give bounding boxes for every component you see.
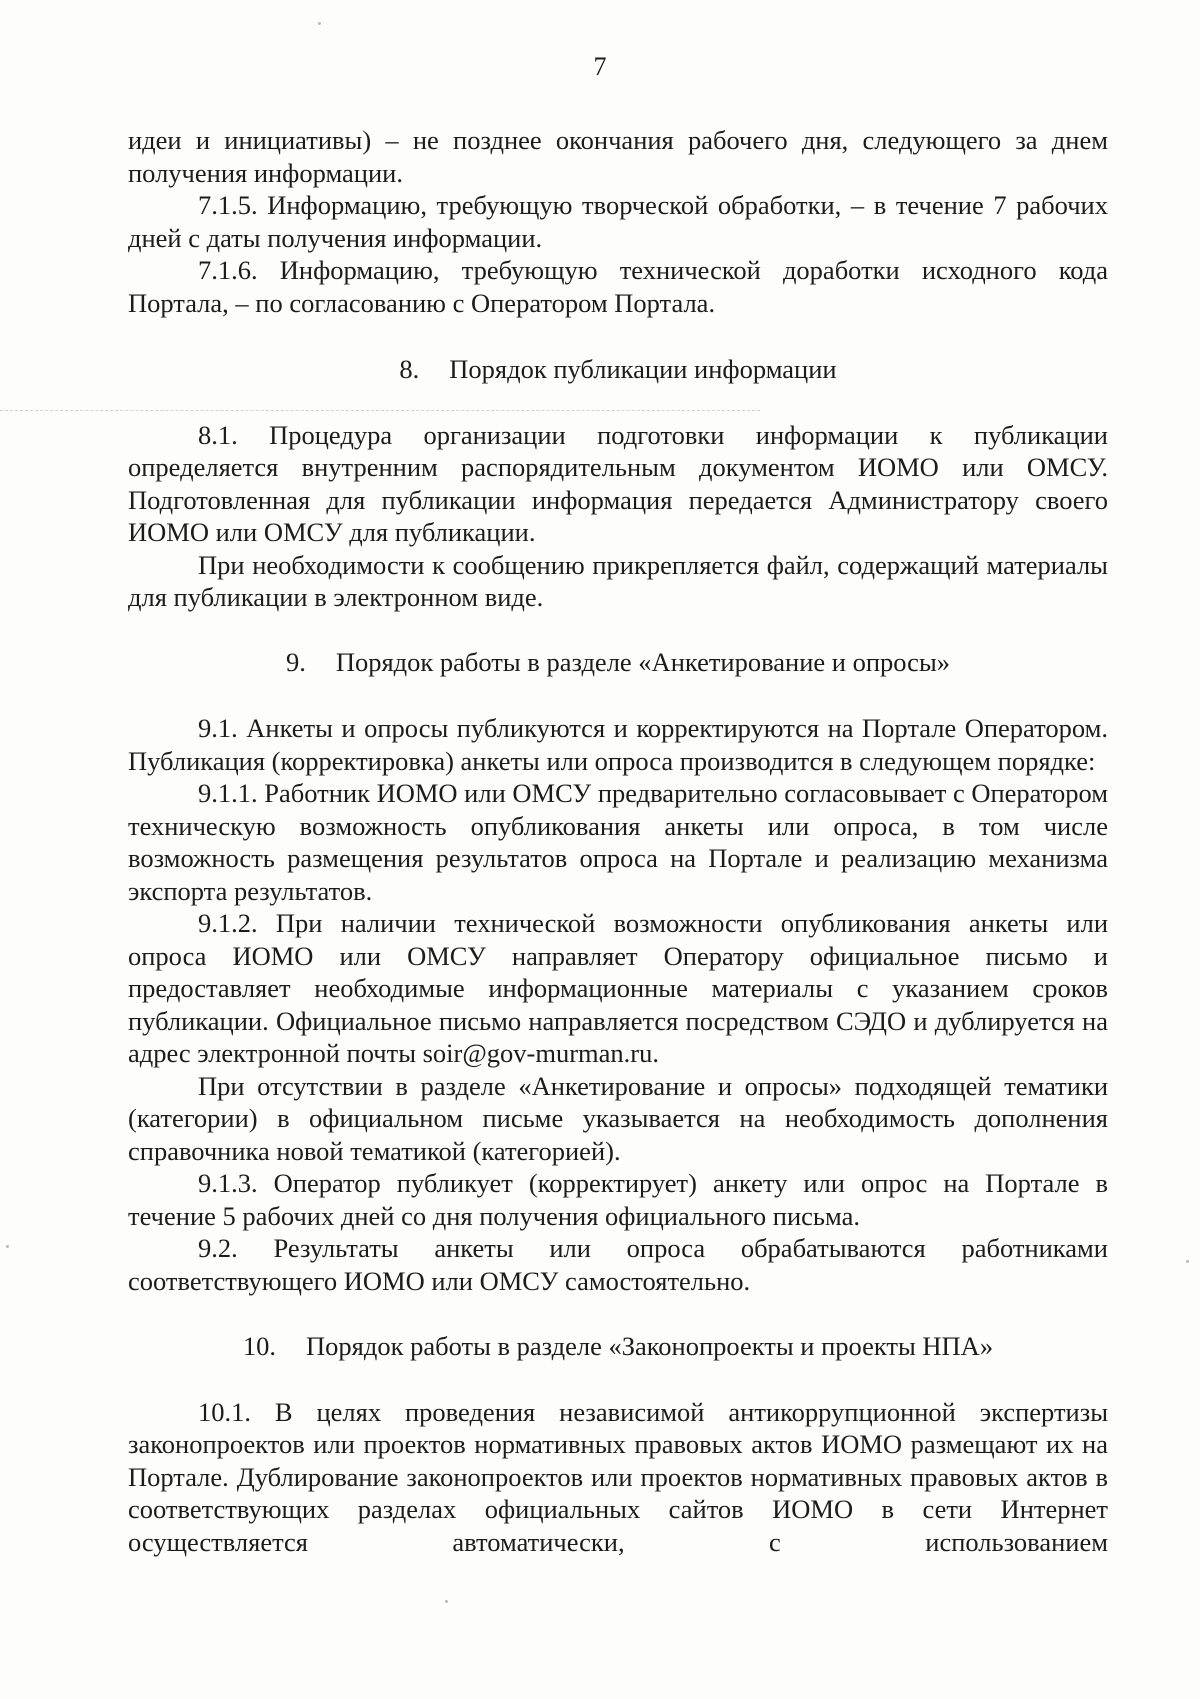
paragraph: При необходимости к сообщению прикрепляется файл, содержащий материалы для публикации в электронном виде. [128,549,1108,612]
scan-artifact-dot [1186,1260,1189,1263]
paragraph: идеи и инициативы) – не позднее окончания рабочего дня, следующего за днем получения информации. [128,125,1108,188]
section-title: Порядок работы в разделе «Законопроекты и проекты НПА» [306,1331,994,1361]
scan-artifact-dot [445,1600,448,1603]
scan-artifact-dot [6,1245,9,1248]
paragraph: 9.1.2. При наличии технической возможности опубликования анкеты или опроса ИОМО или ОМСУ направляет Оператору официальное письмо и предоставляет необходимые информационные материалы с указанием сроков публикации. Официальное письмо направляется посредством СЭДО и дублируется на адрес электронной почты soir@gov-murman.ru. [128,908,1108,1068]
paragraph: 10.1. В целях проведения независимой антикоррупционной экспертизы законопроектов или проектов нормативных правовых актов ИОМО размещают их на Портале. Дублирование законопроектов или проектов нормативных правовых актов в соответствующих разделах официальных сайтов ИОМО в сети Интернет осуществляется автоматически, с использованием [128,1396,1108,1557]
section-number: 10. [242,1331,277,1361]
paragraph: 9.1.1. Работник ИОМО или ОМСУ предварительно согласовывает с Оператором техническую возможность опубликования анкеты или опроса, в том числе возможность размещения результатов опроса на Портале и реализацию механизма экспорта результатов. [128,778,1108,906]
paragraph: 9.1. Анкеты и опросы публикуются и корректируются на Портале Оператором. Публикация (корректировка) анкеты или опроса производится в следующем порядке: [128,713,1108,776]
document-body [128,124,1108,1558]
paragraph: 9.2. Результаты анкеты или опроса обрабатываются работниками соответствующего ИОМО или ОМСУ самостоятельно. [128,1233,1108,1296]
section-title: Порядок работы в разделе «Анкетирование и опросы» [335,646,951,677]
section-number: 9. [285,646,306,677]
section-title: Порядок публикации информации [449,354,837,384]
section-heading [128,646,1108,679]
paragraph: 7.1.5. Информацию, требующую творческой обработки, – в течение 7 рабочих дней с даты получения информации. [128,190,1108,253]
section-heading [128,353,1108,386]
page-number: 7 [593,52,607,81]
paragraph: При отсутствии в разделе «Анкетирование и опросы» подходящей тематики (категории) в официальном письме указывается на необходимость дополнения справочника новой тематикой (категорией). [128,1070,1108,1166]
section-heading [128,1330,1108,1363]
scan-artifact-dot [318,22,321,25]
paragraph: 7.1.6. Информацию, требующую технической доработки исходного кода Портала, – по согласованию с Оператором Портала. [128,255,1108,318]
paragraph: 9.1.3. Оператор публикует (корректирует) анкету или опрос на Портале в течение 5 рабочих дней со дня получения официального письма. [128,1168,1108,1231]
paragraph: 8.1. Процедура организации подготовки информации к публикации определяется внутренним распорядительным документом ИОМО или ОМСУ. Подготовленная для публикации информация передается Администратору своего ИОМО или ОМСУ для публикации. [128,419,1108,547]
section-number: 8. [399,354,420,384]
